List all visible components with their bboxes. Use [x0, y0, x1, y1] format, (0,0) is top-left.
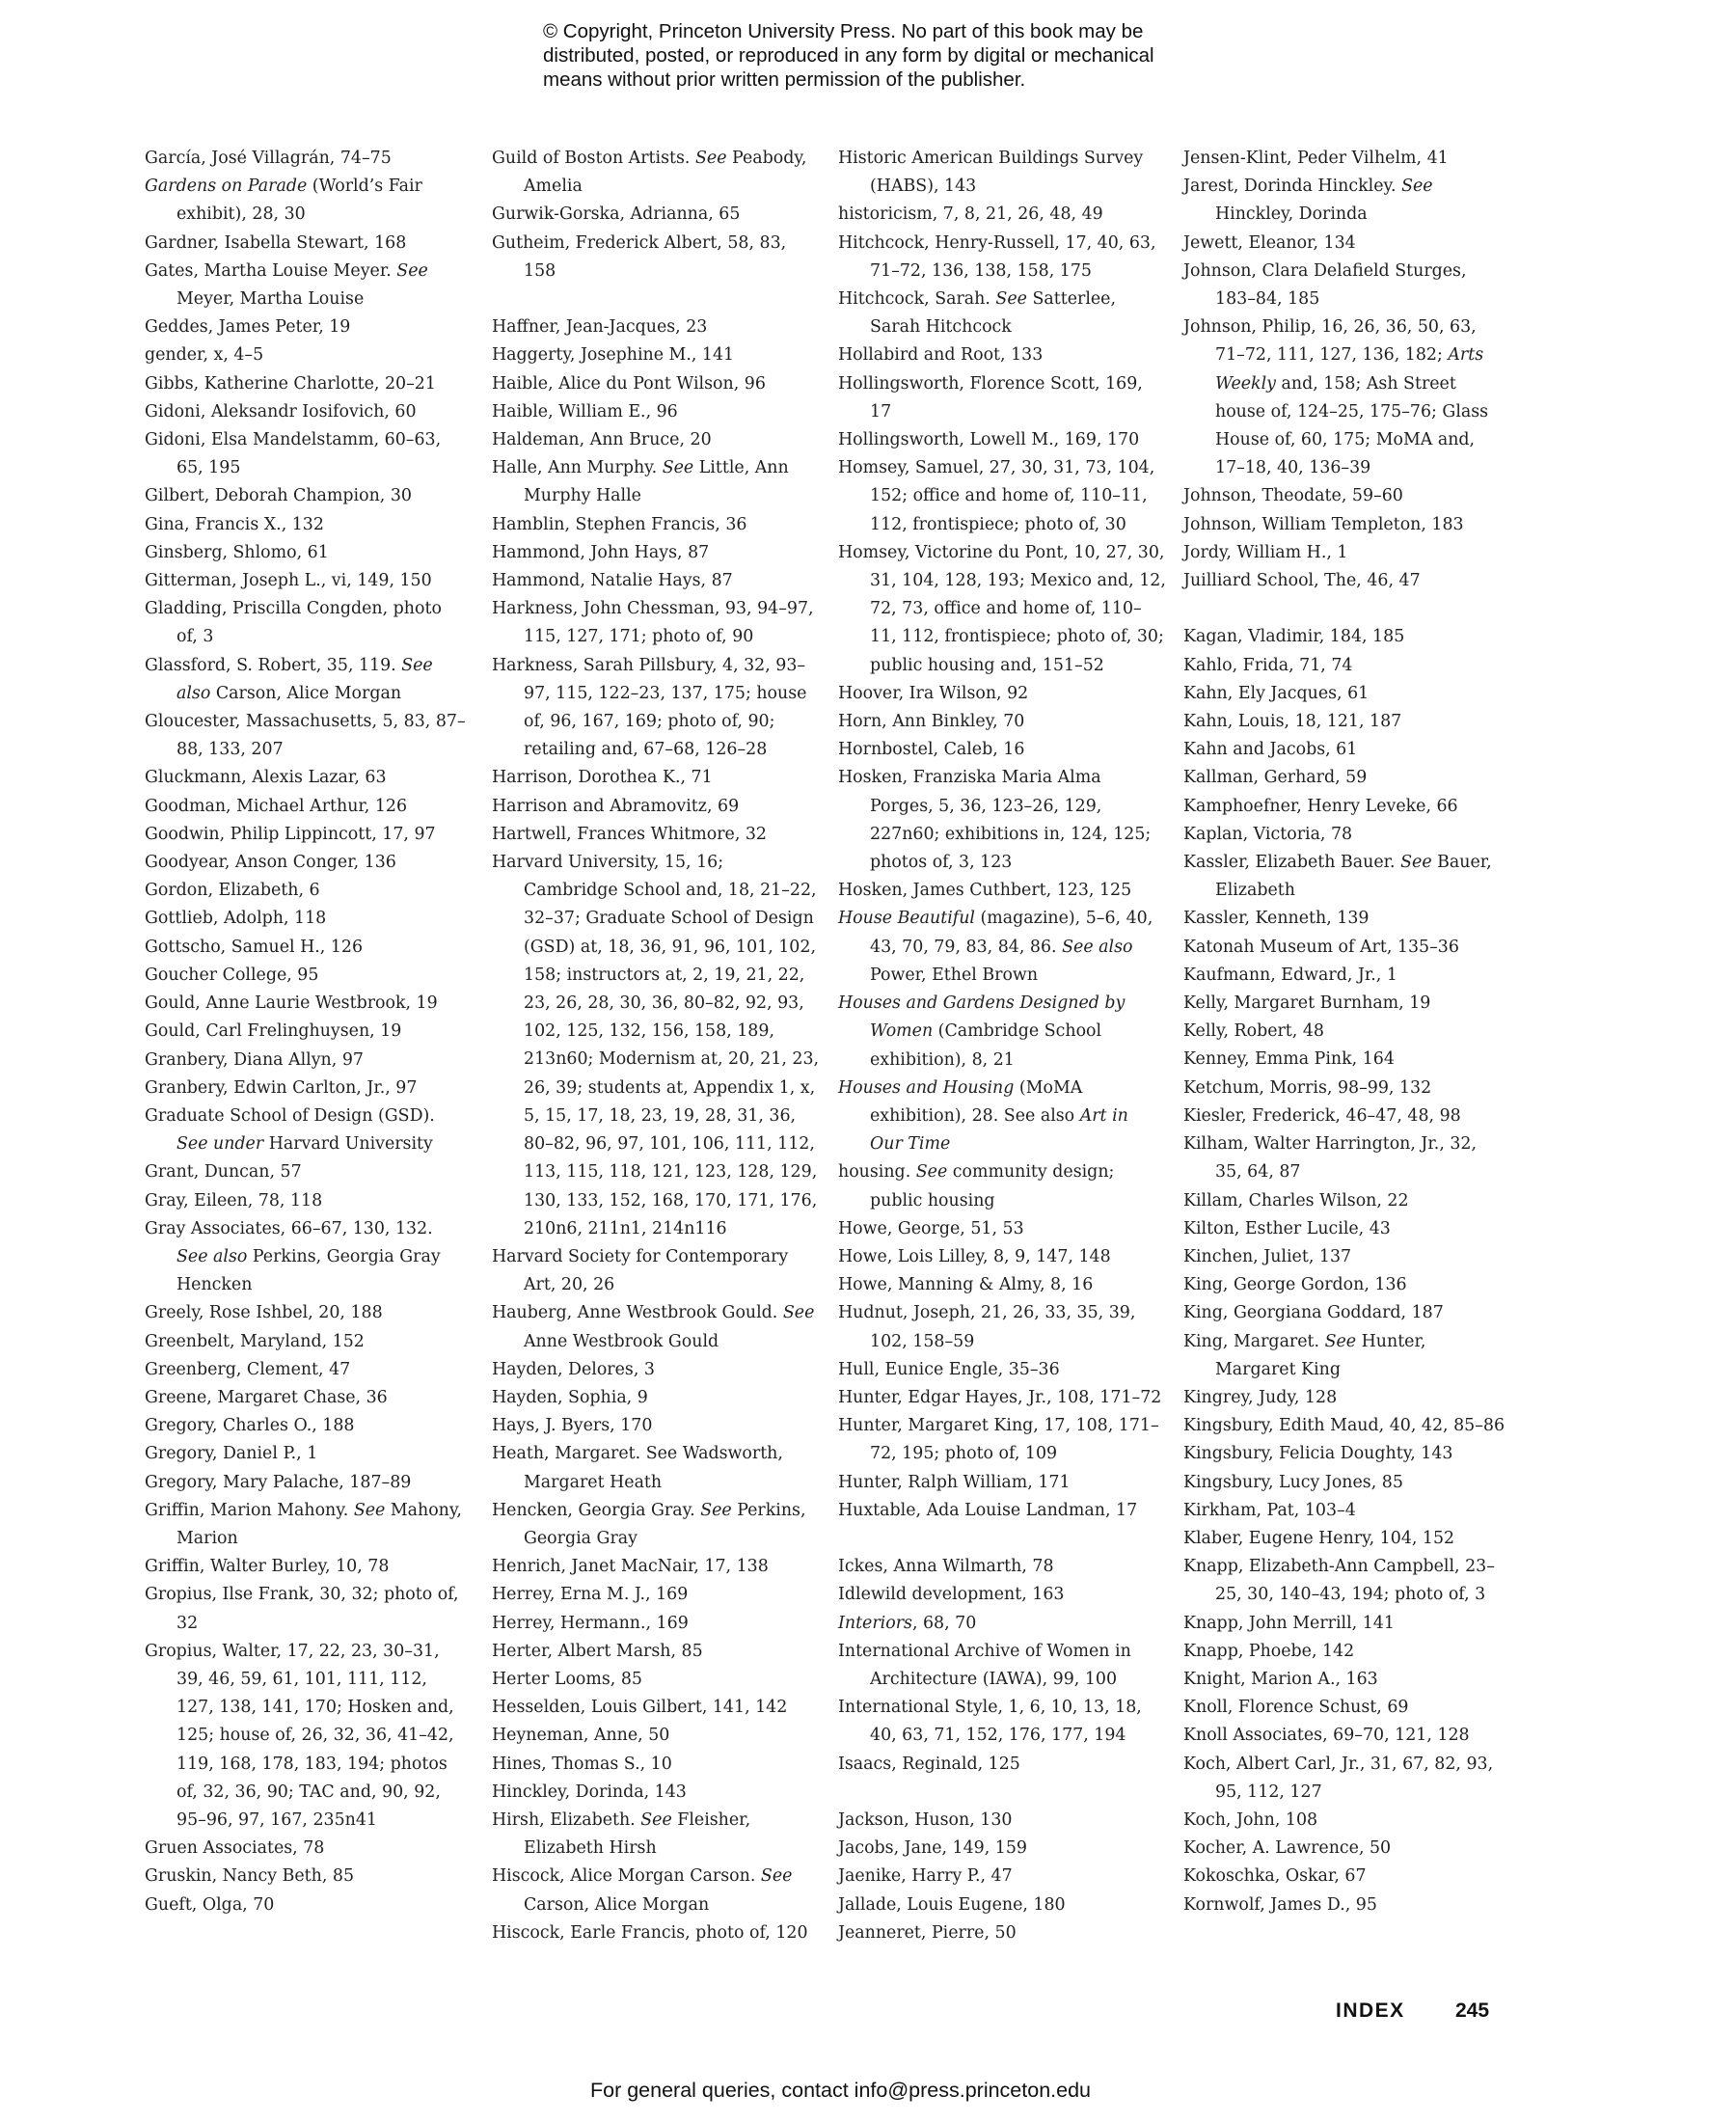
index-entry: Kahn and Jacobs, 61: [1183, 740, 1358, 760]
index-entry: Haffner, Jean-Jacques, 23: [492, 317, 708, 338]
index-entry: Jeanneret, Pierre, 50: [838, 1922, 1017, 1943]
index-entry: Kilham, Walter Harrington, Jr., 32, 35, 64, 87: [1183, 1134, 1478, 1183]
index-entry: Johnson, Clara Delafield Sturges, 183–84, 185: [1183, 260, 1467, 310]
index-entry: Hoover, Ira Wilson, 92: [838, 683, 1029, 703]
index-entry: Hammond, Natalie Hays, 87: [492, 571, 733, 591]
index-entry: Houses and Gardens Designed by Women (Cambridge School exhibition), 8, 21: [838, 993, 1126, 1070]
index-entry: Hosken, Franziska Maria Alma Porges, 5, 36, 123–26, 129, 227n60; exhibitions in, 124, 125; photos of, 3, 123: [838, 768, 1152, 873]
index-entry: Graduate School of Design (GSD). See under Harvard University: [145, 1105, 435, 1155]
index-entry: Herter, Albert Marsh, 85: [492, 1641, 703, 1661]
index-entry: Harkness, Sarah Pillsbury, 4, 32, 93–97, 115, 122–23, 137, 175; house of, 96, 167, 169; photo of, 90; retailing and, 67–68, 126–28: [492, 655, 807, 760]
index-entry: gender, x, 4–5: [145, 345, 264, 366]
index-entry: Hiscock, Earle Francis, photo of, 120: [492, 1922, 808, 1943]
letter-gap: [1183, 595, 1506, 623]
index-entry: Hayden, Sophia, 9: [492, 1387, 648, 1407]
index-entry: Kornwolf, James D., 95: [1183, 1894, 1377, 1915]
index-entry: Jallade, Louis Eugene, 180: [838, 1894, 1066, 1915]
letter-gap: [838, 1525, 1161, 1553]
index-entry: Glassford, S. Robert, 35, 119. See also Carson, Alice Morgan: [145, 655, 433, 703]
index-entry: Greenberg, Clement, 47: [145, 1359, 351, 1379]
index-entry: Goucher College, 95: [145, 965, 319, 985]
index-entry: Koch, John, 108: [1183, 1809, 1318, 1830]
index-entry: Kassler, Kenneth, 139: [1183, 909, 1370, 929]
index-entry: Jordy, William H., 1: [1183, 542, 1348, 562]
index-entry: Ketchum, Morris, 98–99, 132: [1183, 1077, 1432, 1098]
index-entry: Kingrey, Judy, 128: [1183, 1387, 1338, 1407]
index-entry: Gardner, Isabella Stewart, 168: [145, 232, 407, 253]
index-entry: Gueft, Olga, 70: [145, 1894, 275, 1915]
index-entry: Huxtable, Ada Louise Landman, 17: [838, 1500, 1138, 1520]
index-entry: Hitchcock, Sarah. See Satterlee, Sarah Hitchcock: [838, 289, 1116, 338]
index-entry: Guild of Boston Artists. See Peabody, Amelia: [492, 149, 807, 197]
index-entry: Hencken, Georgia Gray. See Perkins, Georgia Gray: [492, 1500, 806, 1548]
index-entry: Johnson, Theodate, 59–60: [1183, 486, 1403, 506]
index-entry: Howe, Manning & Almy, 8, 16: [838, 1275, 1094, 1295]
index-entry: Gutheim, Frederick Albert, 58, 83, 158: [492, 232, 787, 281]
index-entry: Haldeman, Ann Bruce, 20: [492, 430, 712, 450]
index-entry: Katonah Museum of Art, 135–36: [1183, 937, 1459, 957]
index-entry: Jensen-Klint, Peder Vilhelm, 41: [1183, 149, 1449, 168]
index-entry: Hornbostel, Caleb, 16: [838, 740, 1025, 760]
index-entry: Kassler, Elizabeth Bauer. See Bauer, Elizabeth: [1183, 853, 1492, 901]
index-entry: Gregory, Mary Palache, 187–89: [145, 1472, 412, 1492]
index-entry: Gidoni, Elsa Mandelstamm, 60–63, 65, 195: [145, 430, 442, 478]
index-entry: Kocher, A. Lawrence, 50: [1183, 1838, 1392, 1859]
index-entry: Herrey, Hermann., 169: [492, 1613, 689, 1633]
index-entry: Gruen Associates, 78: [145, 1838, 325, 1859]
index-entry: Hitchcock, Henry-Russell, 17, 40, 63, 71–72, 136, 138, 158, 175: [838, 232, 1156, 281]
index-entry: Jarest, Dorinda Hinckley. See Hinckley, Dorinda: [1183, 177, 1433, 225]
index-entry: Ickes, Anna Wilmarth, 78: [838, 1557, 1054, 1577]
index-entry: King, Margaret. See Hunter, Margaret King: [1183, 1331, 1426, 1379]
index-entry: Greenbelt, Maryland, 152: [145, 1331, 365, 1351]
index-entry: Geddes, James Peter, 19: [145, 317, 351, 338]
index-entry: Killam, Charles Wilson, 22: [1183, 1190, 1409, 1211]
letter-gap: [838, 1779, 1161, 1807]
index-entry: Ginsberg, Shlomo, 61: [145, 542, 329, 562]
index-entry: Hays, J. Byers, 170: [492, 1416, 653, 1436]
index-entry: Johnson, Philip, 16, 26, 36, 50, 63, 71–72, 111, 127, 136, 182; Arts Weekly and, 158; Ash Street house of, 124–25, 175–76; Glass House of, 60, 175; MoMA and, 17–18, 40, 136–39: [1183, 317, 1489, 478]
index-entry: Hayden, Delores, 3: [492, 1359, 655, 1379]
index-entry: Hunter, Margaret King, 17, 108, 171–72, 195; photo of, 109: [838, 1416, 1159, 1464]
index-entry: Gordon, Elizabeth, 6: [145, 881, 320, 901]
index-entry: Hirsh, Elizabeth. See Fleisher, Elizabeth Hirsh: [492, 1809, 751, 1859]
index-entry: King, Georgiana Goddard, 187: [1183, 1303, 1444, 1323]
index-entry: Klaber, Eugene Henry, 104, 152: [1183, 1528, 1455, 1548]
index-entry: Kingsbury, Lucy Jones, 85: [1183, 1472, 1403, 1492]
index-entry: Hesselden, Louis Gilbert, 141, 142: [492, 1698, 788, 1718]
index-entry: Heath, Margaret. See Wadsworth, Margaret Heath: [492, 1444, 783, 1492]
index-entry: Henrich, Janet MacNair, 17, 138: [492, 1557, 769, 1577]
index-entry: Kokoschka, Oskar, 67: [1183, 1866, 1367, 1887]
index-entry: Knight, Marion A., 163: [1183, 1669, 1378, 1689]
index-entry: Koch, Albert Carl, Jr., 31, 67, 82, 93, 95, 112, 127: [1183, 1754, 1494, 1802]
index-entry: Gould, Carl Frelinghuysen, 19: [145, 1021, 402, 1042]
index-column-2: [492, 145, 820, 1947]
index-entry: Kagan, Vladimir, 184, 185: [1183, 627, 1405, 647]
index-entry: Homsey, Samuel, 27, 30, 31, 73, 104, 152; office and home of, 110–11, 112, frontispiece; photo of, 30: [838, 458, 1155, 534]
index-entry: Knoll, Florence Schust, 69: [1183, 1698, 1409, 1718]
index-entry: Jackson, Huson, 130: [838, 1809, 1013, 1830]
contact-footer: For general queries, contact info@press.princeton.edu: [590, 2079, 1092, 2102]
index-entry: Knapp, Elizabeth-Ann Campbell, 23–25, 30, 140–43, 194; photo of, 3: [1183, 1557, 1495, 1605]
index-entry: Greely, Rose Ishbel, 20, 188: [145, 1303, 383, 1323]
index-entry: Kinchen, Juliet, 137: [1183, 1246, 1352, 1266]
index-entry: Gottscho, Samuel H., 126: [145, 937, 364, 957]
index-entry: Hammond, John Hays, 87: [492, 542, 710, 562]
index-entry: historicism, 7, 8, 21, 26, 48, 49: [838, 204, 1103, 225]
index-entry: Gould, Anne Laurie Westbrook, 19: [145, 993, 438, 1014]
index-entry: Goodwin, Philip Lippincott, 17, 97: [145, 824, 436, 844]
index-entry: Heyneman, Anne, 50: [492, 1726, 670, 1746]
running-footer-section: INDEX: [1336, 2000, 1405, 2022]
index-entry: Hunter, Edgar Hayes, Jr., 108, 171–72: [838, 1387, 1162, 1407]
index-entry: Harrison, Dorothea K., 71: [492, 768, 713, 788]
index-entry: Granbery, Edwin Carlton, Jr., 97: [145, 1077, 418, 1098]
copyright-notice: [543, 19, 1315, 92]
index-entry: Harvard University, 15, 16; Cambridge School and, 18, 21–22, 32–37; Graduate School of Design (GSD) at, 18, 36, 91, 96, 101, 102, 158; instructors at, 2, 19, 21, 22, 23, 26, 28, 30, 36, 80–82, 92, 93, 102, 125, 132, 156, 158, 189, 213n60; Modernism at, 20, 21, 23, 26, 39; students at, Appendix 1, x, 5, 15, 17, 18, 23, 19, 28, 31, 36, 80–82, 96, 97, 101, 106, 111, 112, 113, 115, 118, 121, 123, 128, 129, 130, 133, 152, 168, 170, 171, 176, 210n6, 211n1, 214n116: [492, 853, 820, 1238]
index-entry: Gregory, Daniel P., 1: [145, 1444, 318, 1464]
index-entry: Kiesler, Frederick, 46–47, 48, 98: [1183, 1105, 1461, 1126]
index-entry: Knapp, Phoebe, 142: [1183, 1641, 1355, 1661]
index-entry: Harkness, John Chessman, 93, 94–97, 115, 127, 171; photo of, 90: [492, 599, 814, 647]
index-entry: Gardens on Parade (World’s Fair exhibit), 28, 30: [145, 177, 422, 225]
index-entry: Idlewild development, 163: [838, 1585, 1065, 1605]
index-entry: housing. See community design; public housing: [838, 1162, 1115, 1211]
index-entry: Kallman, Gerhard, 59: [1183, 768, 1368, 788]
index-entry: Griffin, Marion Mahony. See Mahony, Marion: [145, 1500, 462, 1548]
index-entry: House Beautiful (magazine), 5–6, 40, 43, 70, 79, 83, 84, 86. See also Power, Ethel Brown: [838, 909, 1153, 985]
index-entry: Kelly, Margaret Burnham, 19: [1183, 993, 1431, 1014]
index-entry: Gregory, Charles O., 188: [145, 1416, 355, 1436]
index-entry: Kahn, Louis, 18, 121, 187: [1183, 712, 1402, 732]
index-entry: Hinckley, Dorinda, 143: [492, 1782, 687, 1802]
index-entry: Hunter, Ralph William, 171: [838, 1472, 1071, 1492]
index-entry: Gibbs, Katherine Charlotte, 20–21: [145, 373, 436, 394]
index-entry: García, José Villagrán, 74–75: [145, 149, 392, 168]
index-entry: Knoll Associates, 69–70, 121, 128: [1183, 1726, 1470, 1746]
index-entry: Interiors, 68, 70: [838, 1613, 977, 1633]
index-entry: Hamblin, Stephen Francis, 36: [492, 514, 747, 534]
index-entry: Houses and Housing (MoMA exhibition), 28. See also Art in Our Time: [838, 1077, 1128, 1155]
index-entry: Granbery, Diana Allyn, 97: [145, 1049, 364, 1070]
index-column-3: [838, 145, 1166, 1947]
index-entry: Herter Looms, 85: [492, 1669, 642, 1689]
index-entry: Goodyear, Anson Conger, 136: [145, 853, 396, 873]
index-entry: Kirkham, Pat, 103–4: [1183, 1500, 1356, 1520]
index-entry: Kahlo, Frida, 71, 74: [1183, 655, 1353, 675]
index-entry: Hines, Thomas S., 10: [492, 1754, 672, 1774]
index-entry: Harvard Society for Contemporary Art, 20, 26: [492, 1246, 789, 1295]
index-entry: Hartwell, Frances Whitmore, 32: [492, 824, 768, 844]
index-entry: Goodman, Michael Arthur, 126: [145, 796, 408, 816]
letter-gap: [492, 286, 815, 313]
index-entry: Hull, Eunice Engle, 35–36: [838, 1359, 1060, 1379]
index-entry: Haggerty, Josephine M., 141: [492, 345, 735, 366]
index-entry: Jaenike, Harry P., 47: [838, 1866, 1013, 1887]
index-entry: Gidoni, Aleksandr Iosifovich, 60: [145, 401, 417, 422]
index-entry: Gruskin, Nancy Beth, 85: [145, 1866, 355, 1887]
index-entry: Gropius, Ilse Frank, 30, 32; photo of, 32: [145, 1585, 459, 1633]
index-entry: Gurwik-Gorska, Adrianna, 65: [492, 204, 741, 225]
index-entry: Kingsbury, Edith Maud, 40, 42, 85–86: [1183, 1416, 1505, 1436]
index-entry: Hosken, James Cuthbert, 123, 125: [838, 881, 1132, 901]
index-entry: Johnson, William Templeton, 183: [1183, 514, 1464, 534]
index-entry: Gitterman, Joseph L., vi, 149, 150: [145, 571, 432, 591]
index-entry: Hudnut, Joseph, 21, 26, 33, 35, 39, 102, 158–59: [838, 1303, 1136, 1351]
index-column-4: [1183, 145, 1506, 1919]
index-entry: Jacobs, Jane, 149, 159: [838, 1838, 1027, 1859]
index-entry: Gray Associates, 66–67, 130, 132. See also Perkins, Georgia Gray Hencken: [145, 1218, 441, 1295]
index-entry: Jewett, Eleanor, 134: [1183, 232, 1356, 253]
copyright-line: © Copyright, Princeton University Press. No part of this book may be: [543, 20, 1144, 42]
index-entry: Juilliard School, The, 46, 47: [1183, 571, 1421, 591]
index-entry: Kilton, Esther Lucile, 43: [1183, 1218, 1391, 1238]
index-entry: Haible, Alice du Pont Wilson, 96: [492, 373, 766, 394]
index-entry: Gates, Martha Louise Meyer. See Meyer, Martha Louise: [145, 260, 428, 310]
index-entry: Herrey, Erna M. J., 169: [492, 1585, 689, 1605]
index-entry: Kenney, Emma Pink, 164: [1183, 1049, 1395, 1070]
index-entry: Knapp, John Merrill, 141: [1183, 1613, 1395, 1633]
index-entry: Harrison and Abramovitz, 69: [492, 796, 740, 816]
index-entry: Howe, George, 51, 53: [838, 1218, 1024, 1238]
page-number: 245: [1455, 2000, 1490, 2022]
index-entry: King, George Gordon, 136: [1183, 1275, 1407, 1295]
index-entry: Haible, William E., 96: [492, 401, 678, 422]
index-entry: Hauberg, Anne Westbrook Gould. See Anne Westbrook Gould: [492, 1303, 815, 1351]
index-entry: Howe, Lois Lilley, 8, 9, 147, 148: [838, 1246, 1111, 1266]
index-entry: Hiscock, Alice Morgan Carson. See Carson, Alice Morgan: [492, 1866, 793, 1915]
index-entry: Gilbert, Deborah Champion, 30: [145, 486, 412, 506]
index-entry: Gladding, Priscilla Congden, photo of, 3: [145, 599, 442, 647]
index-entry: Hollingsworth, Lowell M., 169, 170: [838, 430, 1140, 450]
index-entry: Gray, Eileen, 78, 118: [145, 1190, 323, 1211]
index-entry: Kahn, Ely Jacques, 61: [1183, 683, 1370, 703]
index-entry: Gloucester, Massachusetts, 5, 83, 87–88, 133, 207: [145, 712, 466, 760]
index-entry: Gropius, Walter, 17, 22, 23, 30–31, 39, 46, 59, 61, 101, 111, 112, 127, 138, 141, 170; Hosken and, 125; house of, 26, 32, 36, 41–42, 119, 168, 178, 183, 194; photos of, 32, 36, 90; TAC and, 90, 92, 95–96, 97, 167, 235n41: [145, 1641, 454, 1830]
index-entry: Gluckmann, Alexis Lazar, 63: [145, 768, 387, 788]
index-entry: Kelly, Robert, 48: [1183, 1021, 1324, 1042]
index-entry: Hollingsworth, Florence Scott, 169, 17: [838, 373, 1143, 422]
index-entry: Kamphoefner, Henry Leveke, 66: [1183, 796, 1458, 816]
index-entry: Gottlieb, Adolph, 118: [145, 909, 327, 929]
index-entry: Kaufmann, Edward, Jr., 1: [1183, 965, 1397, 985]
index-entry: Griffin, Walter Burley, 10, 78: [145, 1557, 390, 1577]
index-entry: International Style, 1, 6, 10, 13, 18, 40, 63, 71, 152, 176, 177, 194: [838, 1698, 1142, 1746]
index-entry: Kaplan, Victoria, 78: [1183, 824, 1353, 844]
index-entry: Homsey, Victorine du Pont, 10, 27, 30, 31, 104, 128, 193; Mexico and, 12, 72, 73, office and home of, 110–11, 112, frontispiece; photo of, 30; public housing and, 151–52: [838, 542, 1166, 675]
index-entry: Isaacs, Reginald, 125: [838, 1754, 1020, 1774]
index-entry: Greene, Margaret Chase, 36: [145, 1387, 388, 1407]
index-column-1: [145, 145, 468, 1919]
index-entry: Gina, Francis X., 132: [145, 514, 324, 534]
index-entry: Hollabird and Root, 133: [838, 345, 1044, 366]
copyright-line: means without prior written permission of the publisher.: [543, 68, 1026, 91]
index-entry: Historic American Buildings Survey (HABS), 143: [838, 149, 1144, 197]
index-entry: Grant, Duncan, 57: [145, 1162, 302, 1183]
index-entry: Kingsbury, Felicia Doughty, 143: [1183, 1444, 1453, 1464]
index-entry: Horn, Ann Binkley, 70: [838, 712, 1025, 732]
index-entry: International Archive of Women in Architecture (IAWA), 99, 100: [838, 1641, 1131, 1689]
index-entry: Halle, Ann Murphy. See Little, Ann Murphy Halle: [492, 458, 789, 506]
copyright-line: distributed, posted, or reproduced in any form by digital or mechanical: [543, 44, 1154, 67]
